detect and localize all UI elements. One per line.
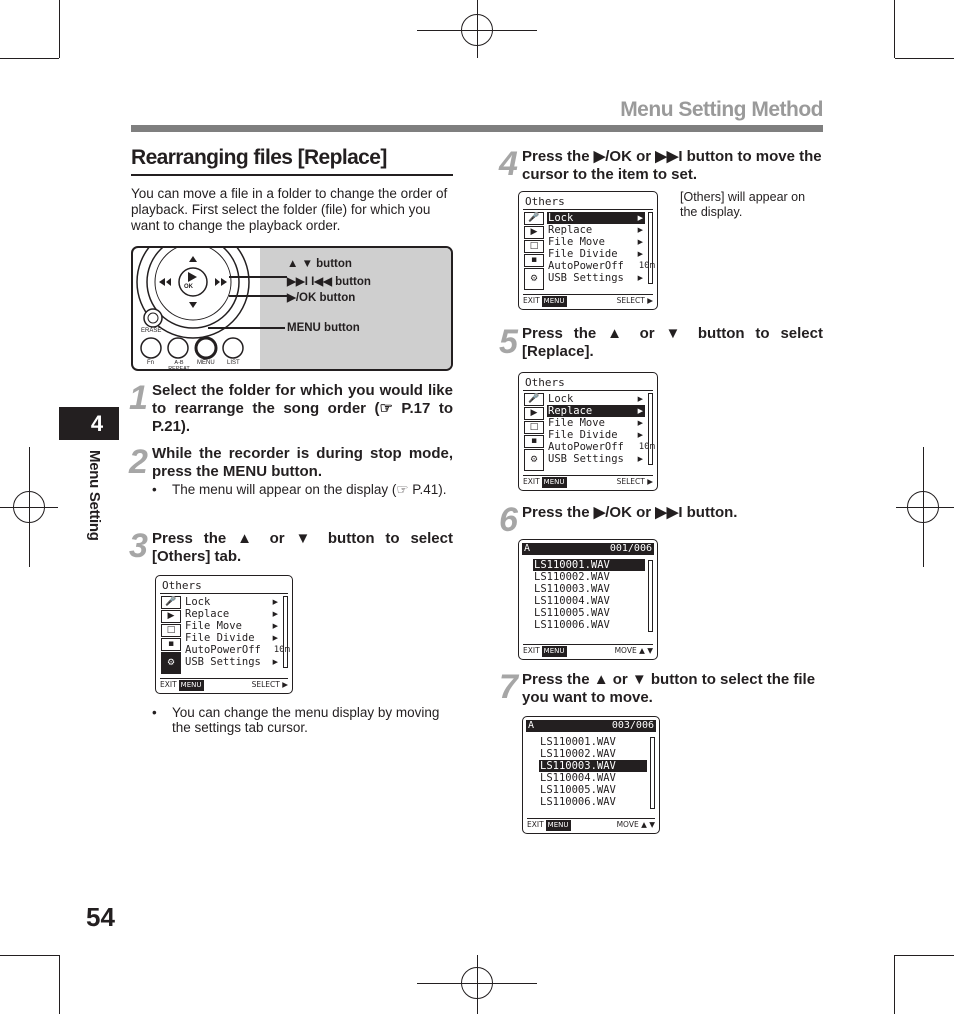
scrollbar bbox=[650, 737, 655, 809]
crop-mark bbox=[895, 955, 954, 956]
step-3-text: Press the ▲ or ▼ button to select [Others] tab. bbox=[152, 530, 453, 565]
play-icon: ▶ bbox=[161, 610, 181, 623]
chapter-number: 4 bbox=[90, 411, 104, 436]
menu-item: Replace ▶ bbox=[548, 224, 643, 236]
erase-label: ERASE bbox=[141, 328, 162, 334]
step-4-note: [Others] will appear on the display. bbox=[680, 190, 806, 219]
crop-mark bbox=[895, 58, 954, 59]
move-label: MOVE ▲ ▼ bbox=[616, 820, 655, 829]
mic-icon: 🎤 bbox=[524, 212, 544, 225]
header-title: Menu Setting Method bbox=[620, 98, 823, 121]
folder-indicator: A bbox=[524, 543, 531, 554]
page-number: 54 bbox=[86, 902, 115, 932]
file-screen-step-7 bbox=[522, 716, 660, 834]
step-1-number: 1 bbox=[129, 379, 148, 417]
section-rule bbox=[131, 174, 453, 176]
file-item: LS110006.WAV bbox=[534, 619, 610, 631]
section-title: Rearranging files [Replace] bbox=[131, 146, 387, 169]
menu-item: USB Settings ▶ bbox=[185, 656, 278, 668]
file-item-selected: LS110003.WAV bbox=[539, 760, 647, 772]
registration-circle bbox=[907, 491, 939, 523]
mic-icon: 🎤 bbox=[161, 596, 181, 609]
menu-key: MENU bbox=[543, 647, 565, 655]
menu-item: Lock ▶ bbox=[185, 596, 278, 608]
select-label: SELECT ▶ bbox=[251, 680, 288, 689]
display-icon: □ bbox=[524, 421, 544, 434]
step-5-number: 5 bbox=[499, 323, 518, 361]
file-item: LS110003.WAV bbox=[534, 583, 610, 595]
file-item: LS110001.WAV bbox=[540, 736, 616, 748]
menu-button-label: MENU button bbox=[287, 322, 360, 334]
crop-mark bbox=[894, 0, 895, 58]
display-icon: □ bbox=[161, 624, 181, 637]
file-counter: 001/006 bbox=[609, 543, 652, 554]
menu-item: AutoPowerOff 10m bbox=[548, 441, 655, 453]
crop-mark bbox=[894, 955, 895, 1014]
scrollbar bbox=[648, 393, 653, 465]
menu-screen-step-3 bbox=[155, 575, 293, 694]
callout-line bbox=[229, 295, 287, 297]
menu-screen-step-4 bbox=[518, 191, 658, 310]
menu-item-selected: Replace ▶ bbox=[548, 405, 643, 417]
play-ok-button-label: ▶/OK button bbox=[287, 292, 356, 304]
step-6-text: Press the ▶/OK or ▶▶I button. bbox=[522, 504, 738, 521]
chapter-label: Menu Setting bbox=[86, 450, 103, 541]
screen-title: Others bbox=[525, 376, 565, 389]
select-label: SELECT ▶ bbox=[616, 477, 653, 486]
section-intro: You can move a file in a folder to change the order of playback. First select the folder (file) for which you want to change the playback order. bbox=[131, 186, 448, 233]
exit-label: EXIT bbox=[527, 820, 544, 829]
crop-mark bbox=[59, 955, 60, 1014]
screen-title: Others bbox=[162, 579, 202, 592]
exit-label: EXIT bbox=[523, 646, 540, 655]
file-item: LS110002.WAV bbox=[534, 571, 610, 583]
updown-button-label: ▲ ▼ button bbox=[287, 258, 352, 270]
list-label: LIST bbox=[227, 360, 240, 366]
device-icon: ▪ bbox=[161, 638, 181, 651]
menu-item: USB Settings ▶ bbox=[548, 453, 643, 465]
menu-item: Replace ▶ bbox=[185, 608, 278, 620]
file-item: LS110006.WAV bbox=[540, 796, 616, 808]
device-icon: ▪ bbox=[524, 254, 544, 267]
crop-mark bbox=[0, 58, 59, 59]
registration-circle bbox=[461, 967, 493, 999]
menu-item: File Move ▶ bbox=[185, 620, 278, 632]
ok-label: OK bbox=[184, 284, 193, 290]
menu-key: MENU bbox=[547, 821, 569, 829]
wrench-icon: ⚙ bbox=[524, 449, 544, 471]
fn-label: Fn bbox=[147, 360, 155, 366]
menu-item-selected: Lock ▶ bbox=[548, 212, 643, 224]
menu-item: File Divide ▶ bbox=[548, 429, 643, 441]
step-7-text: Press the ▲ or ▼ button to select the file you want to move. bbox=[522, 671, 816, 706]
scrollbar bbox=[648, 212, 653, 284]
step-4-text: Press the ▶/OK or ▶▶I button to move the cursor to the item to set. bbox=[522, 148, 822, 183]
menu-key: MENU bbox=[543, 478, 565, 486]
menu-item: File Move ▶ bbox=[548, 236, 643, 248]
ab-repeat-label: A-B REPEAT bbox=[168, 360, 190, 371]
file-item: LS110002.WAV bbox=[540, 748, 616, 760]
step-1-text: Select the folder for which you would like to rearrange the song order (☞ P.17 to P.21). bbox=[152, 382, 453, 435]
move-label: MOVE ▲ ▼ bbox=[614, 646, 653, 655]
callout-line bbox=[229, 276, 287, 278]
crop-mark bbox=[59, 0, 60, 58]
wrench-icon: ⚙ bbox=[161, 652, 181, 674]
step-2-number: 2 bbox=[129, 443, 148, 481]
select-label: SELECT ▶ bbox=[616, 296, 653, 305]
step-2-text: While the recorder is during stop mode, press the MENU button. bbox=[152, 445, 453, 480]
step-3-bullet-text: You can change the menu display by moving the settings tab cursor. bbox=[172, 705, 440, 735]
file-item: LS110004.WAV bbox=[540, 772, 616, 784]
registration-circle bbox=[13, 491, 45, 523]
menu-key: MENU bbox=[543, 297, 565, 305]
menu-item: File Divide ▶ bbox=[185, 632, 278, 644]
step-3-bullet: • You can change the menu display by moving the settings tab cursor. bbox=[152, 705, 453, 737]
scrollbar bbox=[648, 560, 653, 632]
step-6-number: 6 bbox=[499, 501, 518, 539]
header-bar bbox=[131, 125, 823, 132]
callout-line bbox=[208, 327, 285, 329]
skip-button-label: ▶▶I I◀◀ button bbox=[287, 276, 371, 288]
step-7-number: 7 bbox=[499, 668, 518, 706]
file-item: LS110005.WAV bbox=[540, 784, 616, 796]
device-icon: ▪ bbox=[524, 435, 544, 448]
menu-item: File Divide ▶ bbox=[548, 248, 643, 260]
recorder-controls-icon bbox=[133, 248, 263, 371]
step-5-text: Press the ▲ or ▼ button to select [Replace]. bbox=[522, 325, 823, 360]
step-2-bullet-text: The menu will appear on the display (☞ P.41). bbox=[172, 482, 447, 497]
device-illustration bbox=[131, 246, 453, 371]
chapter-tab bbox=[59, 407, 119, 440]
menu-item: USB Settings ▶ bbox=[548, 272, 643, 284]
menu-label: MENU bbox=[197, 360, 215, 366]
display-icon: □ bbox=[524, 240, 544, 253]
menu-item: AutoPowerOff 10m bbox=[548, 260, 655, 272]
play-icon: ▶ bbox=[524, 226, 544, 239]
scrollbar bbox=[283, 596, 288, 668]
file-item: LS110005.WAV bbox=[534, 607, 610, 619]
wrench-icon: ⚙ bbox=[524, 268, 544, 290]
step-3-number: 3 bbox=[129, 527, 148, 565]
exit-label: EXIT bbox=[523, 296, 540, 305]
menu-screen-step-5 bbox=[518, 372, 658, 491]
exit-label: EXIT bbox=[523, 477, 540, 486]
step-4-number: 4 bbox=[499, 145, 518, 183]
step-2-bullet: • The menu will appear on the display (☞ P.41). bbox=[152, 482, 453, 514]
folder-indicator: A bbox=[528, 720, 535, 731]
screen-title: Others bbox=[525, 195, 565, 208]
play-icon: ▶ bbox=[524, 407, 544, 420]
registration-circle bbox=[461, 14, 493, 46]
file-screen-step-6 bbox=[518, 539, 658, 660]
exit-label: EXIT bbox=[160, 680, 177, 689]
file-item-selected: LS110001.WAV bbox=[533, 559, 645, 571]
menu-item: AutoPowerOff 10m bbox=[185, 644, 290, 656]
mic-icon: 🎤 bbox=[524, 393, 544, 406]
file-counter: 003/006 bbox=[611, 720, 654, 731]
file-item: LS110004.WAV bbox=[534, 595, 610, 607]
menu-item: Lock ▶ bbox=[548, 393, 643, 405]
crop-mark bbox=[0, 955, 59, 956]
menu-key: MENU bbox=[180, 681, 202, 689]
menu-item: File Move ▶ bbox=[548, 417, 643, 429]
